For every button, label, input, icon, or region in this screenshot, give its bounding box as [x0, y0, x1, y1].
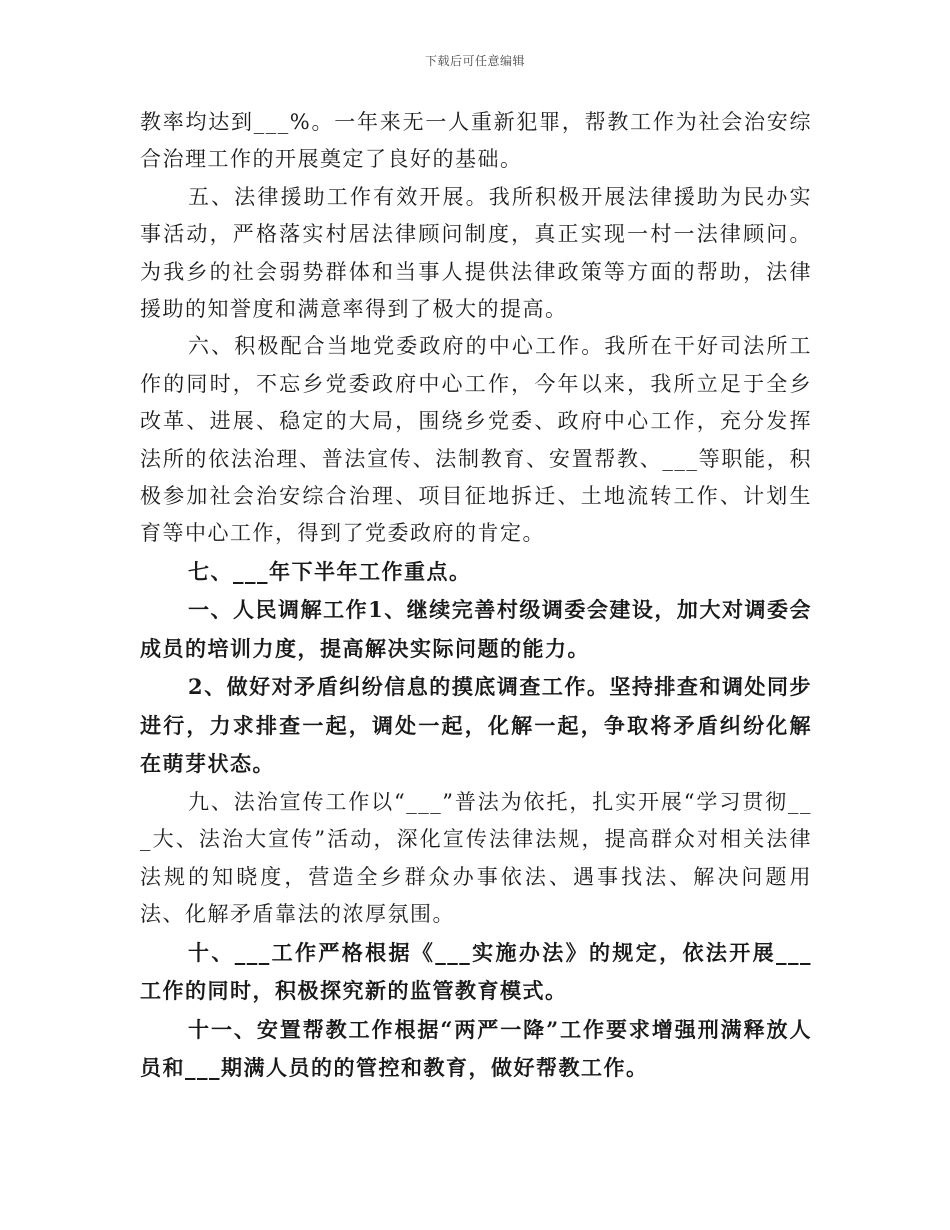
- paragraph-supervision: 十、___工作严格根据《___实施办法》的规定，依法开展___工作的同时，积极探究新的监管教育模式。: [140, 939, 812, 1003]
- paragraph-legal-publicity: 九、法治宣传工作以“___”普法为依托，扎实开展“学习贯彻___大、法治大宣传”活动，深化宣传法律法规，提高群众对相关法律法规的知晓度，营造全乡群众办事依法、遇事找法、解决问题用法、化解矛盾靠法的浓厚氛围。: [140, 789, 812, 927]
- paragraph-legal-aid: 五、法律援助工作有效开展。我所积极开展法律援助为民办实事活动，严格落实村居法律顾问制度，真正实现一村一法律顾问。为我乡的社会弱势群体和当事人提供法律政策等方面的帮助，法律援助的知誉度和满意率得到了极大的提高。: [140, 184, 812, 322]
- paragraph-resettlement: 十一、安置帮教工作根据“两严一降”工作要求增强刑满释放人员和___期满人员的的管控和教育，做好帮教工作。: [140, 1016, 812, 1080]
- paragraph-dispute-survey: 2、做好对矛盾纠纷信息的摸底调查工作。坚持排查和调处同步进行，力求排查一起，调处一起，化解一起，争取将矛盾纠纷化解在萌芽状态。: [140, 674, 812, 777]
- paragraph-central-work: 六、积极配合当地党委政府的中心工作。我所在干好司法所工作的同时，不忘乡党委政府中心工作，今年以来，我所立足于全乡改革、进展、稳定的大局，围绕乡党委、政府中心工作，充分发挥法所的依法治理、普法宣传、法制教育、安置帮教、___等职能，积极参加社会治安综合治理、项目征地拆迁、土地流转工作、计划生育等中心工作，得到了党委政府的肯定。: [140, 334, 812, 546]
- section-heading-work-focus: 七、___年下半年工作重点。: [188, 558, 472, 584]
- page-header: 下载后可任意编辑: [424, 54, 525, 68]
- paragraph-1: 教率均达到___%。一年来无一人重新犯罪，帮教工作为社会治安综合治理工作的开展奠定了良好的基础。: [140, 110, 812, 172]
- paragraph-mediation: 一、人民调解工作1、继续完善村级调委会建设，加大对调委会成员的培训力度，提高解决实际问题的能力。: [140, 597, 812, 661]
- document-body: [140, 104, 812, 1088]
